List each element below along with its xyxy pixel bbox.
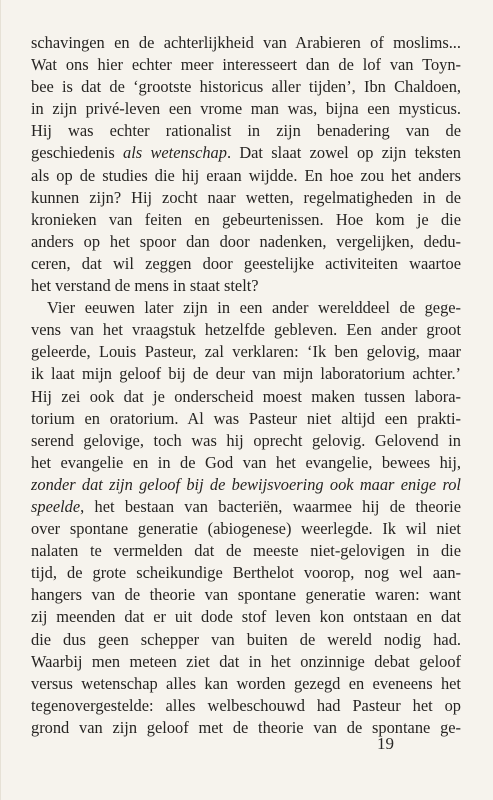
text-line: ceren, dat wil zeggen door geestelijke activiteiten waartoe bbox=[31, 253, 461, 273]
text-run: . Dat slaat zowel op zijn teksten bbox=[226, 143, 461, 163]
text-line: ik laat mijn geloof bij de deur van mijn laboratorium achter.’ bbox=[31, 364, 461, 384]
text-line: kronieken van feiten en gebeurtenissen. Hoe kom je die bbox=[31, 209, 461, 229]
text-line bbox=[31, 496, 461, 518]
text-line: torium en oratorium. Al was Pasteur niet altijd een prakti- bbox=[31, 408, 461, 428]
text-line: versus wetenschap alles kan worden gezegd en eveneens het bbox=[31, 673, 461, 693]
text-line: het evangelie en in de God van het evangelie, bewees hij, bbox=[31, 452, 461, 472]
text-line: Waarbij men meteen ziet dat in het onzinnige debat geloof bbox=[31, 651, 461, 671]
text-line: schavingen en de achterlijkheid van Arabieren of moslims... bbox=[31, 33, 461, 52]
text-line: Hij was echter rationalist in zijn benadering van de bbox=[31, 121, 461, 141]
text-line: Vier eeuwen later zijn in een ander werelddeel de gege- bbox=[47, 298, 461, 318]
italic-text-run: zonder dat zijn geloof bij de bewijsvoering ook maar enige rol bbox=[31, 474, 461, 494]
text-line: vens van het vraagstuk hetzelfde gebleven. Een ander groot bbox=[31, 320, 461, 340]
italic-text-run: speelde bbox=[31, 496, 81, 516]
body-text bbox=[31, 32, 461, 739]
text-line: kunnen zijn? Hij zocht naar wetten, regelmatigheden in de bbox=[31, 187, 461, 207]
italic-text-run: als wetenschap bbox=[123, 143, 227, 163]
text-line: Wat ons hier echter meer interesseert dan de lof van Toyn- bbox=[31, 55, 461, 75]
text-line: anders op het spoor dan door nadenken, vergelijken, dedu- bbox=[31, 231, 461, 251]
text-line bbox=[31, 474, 461, 496]
text-line: die dus geen schepper van buiten de wereld nodig had. bbox=[31, 629, 461, 649]
text-line: het verstand de mens in staat stelt? bbox=[31, 276, 259, 296]
text-line: in zijn privé-leven een vrome man was, bijna een mysticus. bbox=[31, 99, 461, 119]
text-line: over spontane generatie (abiogenese) weerlegde. Ik wil niet bbox=[31, 519, 461, 539]
page-number: 19 bbox=[377, 734, 394, 753]
text-line bbox=[31, 142, 461, 164]
text-line: tegenovergestelde: alles welbeschouwd had Pasteur het op bbox=[31, 695, 461, 715]
text-line: serend gelovige, toch was hij oprecht gelovig. Gelovend in bbox=[31, 430, 461, 450]
text-run: , het bestaan van bacteriën, waarmee hij de theorie bbox=[80, 496, 461, 516]
text-line: grond van zijn geloof met de theorie van de spontane ge- bbox=[31, 717, 461, 737]
text-run: geschiedenis bbox=[31, 143, 124, 163]
text-line: zij meenden dat er uit dode stof leven kon ontstaan en dat bbox=[31, 607, 461, 627]
text-line: tijd, de grote scheikundige Berthelot voorop, nog wel aan- bbox=[31, 563, 461, 583]
text-line: geleerde, Louis Pasteur, zal verklaren: ‘Ik ben gelovig, maar bbox=[31, 342, 461, 362]
text-line: als op de studies die hij eraan wijdde. En hoe zou het anders bbox=[31, 165, 461, 185]
text-line: bee is dat de ‘grootste historicus aller tijden’, Ibn Chaldoen, bbox=[31, 77, 461, 97]
text-line: hangers van de theorie van spontane generatie waren: want bbox=[31, 585, 461, 605]
text-line: Hij zei ook dat je onderscheid moest maken tussen labora- bbox=[31, 386, 461, 406]
text-line: nalaten te vermelden dat de meeste niet-gelovigen in die bbox=[31, 541, 461, 561]
